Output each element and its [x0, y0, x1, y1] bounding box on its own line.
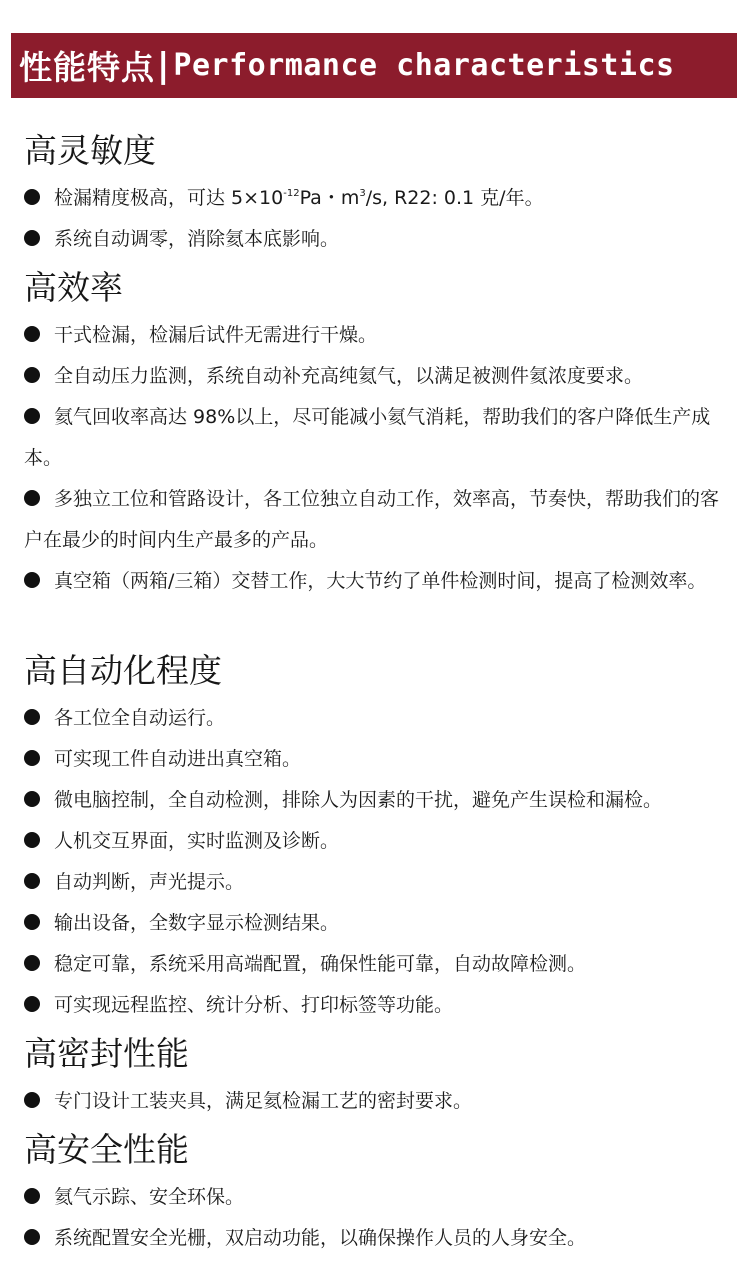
list-item: 人机交互界面，实时监测及诊断。 [24, 821, 730, 862]
bullet-icon [24, 791, 40, 807]
list-item: 真空箱（两箱/三箱）交替工作，大大节约了单件检测时间，提高了检测效率。 [24, 561, 730, 602]
bullet-icon [24, 367, 40, 383]
list-item: 微电脑控制，全自动检测，排除人为因素的干扰，避免产生误检和漏检。 [24, 780, 730, 821]
bullet-icon [24, 230, 40, 246]
bullet-icon [24, 572, 40, 588]
bullet-icon [24, 832, 40, 848]
list-item: 可实现远程监控、统计分析、打印标签等功能。 [24, 985, 730, 1026]
list-item: 自动判断，声光提示。 [24, 862, 730, 903]
bullet-icon [24, 1092, 40, 1108]
list-item: 全自动压力监测，系统自动补充高纯氦气，以满足被测件氦浓度要求。 [24, 356, 730, 397]
section-title-efficiency: 高效率 [24, 268, 123, 307]
list-item: 稳定可靠，系统采用高端配置，确保性能可靠，自动故障检测。 [24, 944, 730, 985]
bullet-icon [24, 750, 40, 766]
section-title-safety: 高安全性能 [24, 1130, 189, 1169]
list-item: 系统配置安全光栅，双启动功能，以确保操作人员的人身安全。 [24, 1218, 730, 1259]
bullet-icon [24, 955, 40, 971]
bullet-icon [24, 914, 40, 930]
header-title-en: Performance characteristics [173, 48, 675, 83]
list-item: 氦气示踪、安全环保。 [24, 1177, 730, 1218]
list-item: 输出设备，全数字显示检测结果。 [24, 903, 730, 944]
list-item: 专门设计工装夹具，满足氦检漏工艺的密封要求。 [24, 1081, 730, 1122]
section-title-sensitivity: 高灵敏度 [24, 131, 156, 170]
bullet-icon [24, 873, 40, 889]
bullet-icon [24, 709, 40, 725]
bullet-icon [24, 408, 40, 424]
bullet-icon [24, 490, 40, 506]
list-item: 系统自动调零，消除氦本底影响。 [24, 219, 730, 260]
list-item: 多独立工位和管路设计，各工位独立自动工作，效率高，节奏快，帮助我们的客户在最少的时间内生产最多的产品。 [24, 488, 720, 551]
list-item: 氦气回收率高达 98%以上，尽可能减小氦气消耗，帮助我们的客户降低生产成本。 [24, 406, 711, 469]
list-item: 可实现工件自动进出真空箱。 [24, 739, 730, 780]
header-banner [11, 33, 737, 98]
header-separator: | [157, 45, 170, 86]
bullet-icon [24, 996, 40, 1012]
bullet-icon [24, 1188, 40, 1204]
bullet-icon [24, 1229, 40, 1245]
bullet-icon [24, 326, 40, 342]
list-item: 检漏精度极高，可达 $5\times 10^{-12}Pa$・$m^3/s$, R22: 0.1 克/年。 [24, 178, 730, 219]
bullet-icon [24, 189, 40, 205]
section-title-sealing: 高密封性能 [24, 1034, 189, 1073]
list-item: 各工位全自动运行。 [24, 698, 730, 739]
header-title-cn: 性能特点 [19, 48, 155, 87]
list-item: 干式检漏，检漏后试件无需进行干燥。 [24, 315, 730, 356]
section-title-automation: 高自动化程度 [24, 651, 222, 690]
